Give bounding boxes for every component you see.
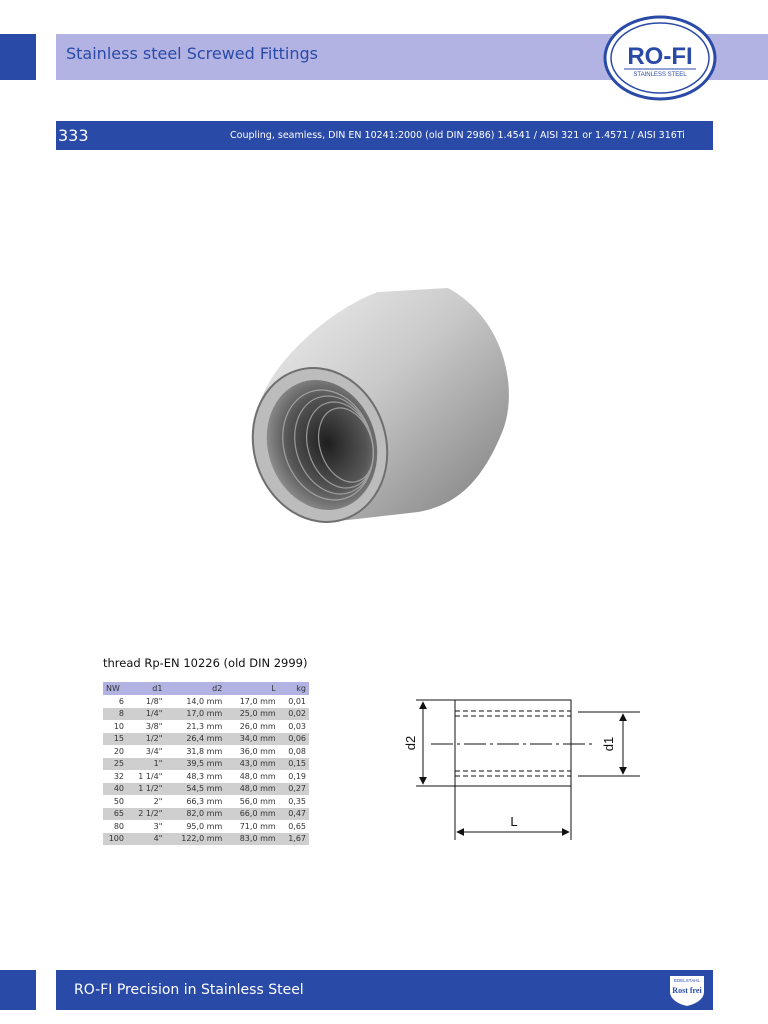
table-row xyxy=(103,695,309,708)
cell-d2: 14,0 mm xyxy=(186,696,223,706)
cell-l: 26,0 mm xyxy=(239,721,276,731)
cell-nw: 50 xyxy=(113,796,124,806)
header-side-tab xyxy=(0,34,36,80)
cell-l: 71,0 mm xyxy=(239,821,276,831)
cell-l: 17,0 mm xyxy=(239,696,276,706)
cell-kg: 1,67 xyxy=(279,833,309,846)
cell-kg: 0,47 xyxy=(279,808,309,821)
product-number: 333 xyxy=(58,126,89,145)
d2-label: d2 xyxy=(403,735,418,751)
table-row xyxy=(103,833,309,846)
cell-d2: 82,0 mm xyxy=(165,808,225,821)
table-row xyxy=(103,795,309,808)
logo-subtitle: STAINLESS STEEL xyxy=(633,72,687,78)
cell-nw: 65 xyxy=(103,808,127,821)
cell-nw: 80 xyxy=(113,821,124,831)
cell-d1: 1/8" xyxy=(145,696,163,706)
table-row xyxy=(103,708,309,721)
cell-nw: 6 xyxy=(118,696,124,706)
cell-l: 25,0 mm xyxy=(225,708,278,721)
cell-d1: 3/4" xyxy=(145,746,163,756)
dimensions-table xyxy=(103,682,309,845)
cell-d1: 1 1/2" xyxy=(127,783,165,796)
cell-nw: 32 xyxy=(113,771,124,781)
cell-l: 48,0 mm xyxy=(225,783,278,796)
cell-kg: 0,03 xyxy=(288,721,306,731)
col-nw: NW xyxy=(103,682,127,695)
cell-kg: 0,27 xyxy=(279,783,309,796)
table-row xyxy=(103,758,309,771)
col-kg: kg xyxy=(279,682,309,695)
cell-l: 36,0 mm xyxy=(239,746,276,756)
footer-text: RO-FI Precision in Stainless Steel xyxy=(74,982,304,998)
cell-kg: 0,35 xyxy=(288,796,306,806)
cell-nw: 25 xyxy=(103,758,127,771)
cell-d2: 17,0 mm xyxy=(165,708,225,721)
d1-label: d1 xyxy=(601,736,616,752)
product-description: Coupling, seamless, DIN EN 10241:2000 (old DIN 2986) 1.4541 / AISI 321 or 1.4571 / AISI 316Ti xyxy=(230,130,685,141)
cell-kg: 0,19 xyxy=(288,771,306,781)
cell-kg: 0,02 xyxy=(279,708,309,721)
col-d1: d1 xyxy=(127,682,165,695)
cell-nw: 8 xyxy=(103,708,127,721)
cell-nw: 10 xyxy=(113,721,124,731)
rofi-logo xyxy=(602,14,718,102)
cell-l: 34,0 mm xyxy=(225,733,278,746)
cell-kg: 0,01 xyxy=(288,696,306,706)
cell-d1: 2 1/2" xyxy=(127,808,165,821)
logo-name: RO-FI xyxy=(627,43,693,70)
cell-nw: 40 xyxy=(103,783,127,796)
table-row xyxy=(103,783,309,796)
cell-d2: 39,5 mm xyxy=(165,758,225,771)
table-row xyxy=(103,808,309,821)
cell-d1: 3" xyxy=(153,821,163,831)
cell-nw: 15 xyxy=(103,733,127,746)
table-row xyxy=(103,720,309,733)
rostfrei-shield-icon xyxy=(666,972,708,1008)
cell-l: 48,0 mm xyxy=(239,771,276,781)
cell-kg: 0,65 xyxy=(288,821,306,831)
cell-d1: 1/2" xyxy=(127,733,165,746)
table-row xyxy=(103,733,309,746)
cell-kg: 0,06 xyxy=(279,733,309,746)
footer-side-tab xyxy=(0,970,36,1010)
cell-d2: 54,5 mm xyxy=(165,783,225,796)
cell-d1: 1 1/4" xyxy=(138,771,163,781)
cell-l: 66,0 mm xyxy=(225,808,278,821)
table-caption: thread Rp-EN 10226 (old DIN 2999) xyxy=(103,656,308,670)
cell-d2: 66,3 mm xyxy=(186,796,223,806)
cell-d2: 95,0 mm xyxy=(186,821,223,831)
length-label: L xyxy=(510,814,518,829)
col-l: L xyxy=(225,682,278,695)
cell-d2: 122,0 mm xyxy=(165,833,225,846)
page-title: Stainless steel Screwed Fittings xyxy=(66,44,318,63)
cell-d1: 1" xyxy=(127,758,165,771)
cell-l: 56,0 mm xyxy=(239,796,276,806)
cell-nw: 20 xyxy=(113,746,124,756)
col-d2: d2 xyxy=(165,682,225,695)
cell-d1: 4" xyxy=(127,833,165,846)
table-row xyxy=(103,745,309,758)
dimension-drawing xyxy=(398,690,648,850)
cell-l: 83,0 mm xyxy=(225,833,278,846)
cell-d2: 21,3 mm xyxy=(186,721,223,731)
coupling-photo xyxy=(238,280,528,530)
table-row xyxy=(103,820,309,833)
cell-d1: 3/8" xyxy=(145,721,163,731)
cell-kg: 0,08 xyxy=(288,746,306,756)
badge-top-text: EDELSTAHL xyxy=(674,978,700,983)
cell-d2: 26,4 mm xyxy=(165,733,225,746)
cell-d2: 48,3 mm xyxy=(186,771,223,781)
cell-l: 43,0 mm xyxy=(225,758,278,771)
cell-d1: 1/4" xyxy=(127,708,165,721)
cell-d2: 31,8 mm xyxy=(186,746,223,756)
table-row xyxy=(103,770,309,783)
cell-nw: 100 xyxy=(103,833,127,846)
cell-kg: 0,15 xyxy=(279,758,309,771)
badge-main-text: Rost frei xyxy=(672,986,702,995)
table-header-row xyxy=(103,682,309,695)
cell-d1: 2" xyxy=(153,796,163,806)
